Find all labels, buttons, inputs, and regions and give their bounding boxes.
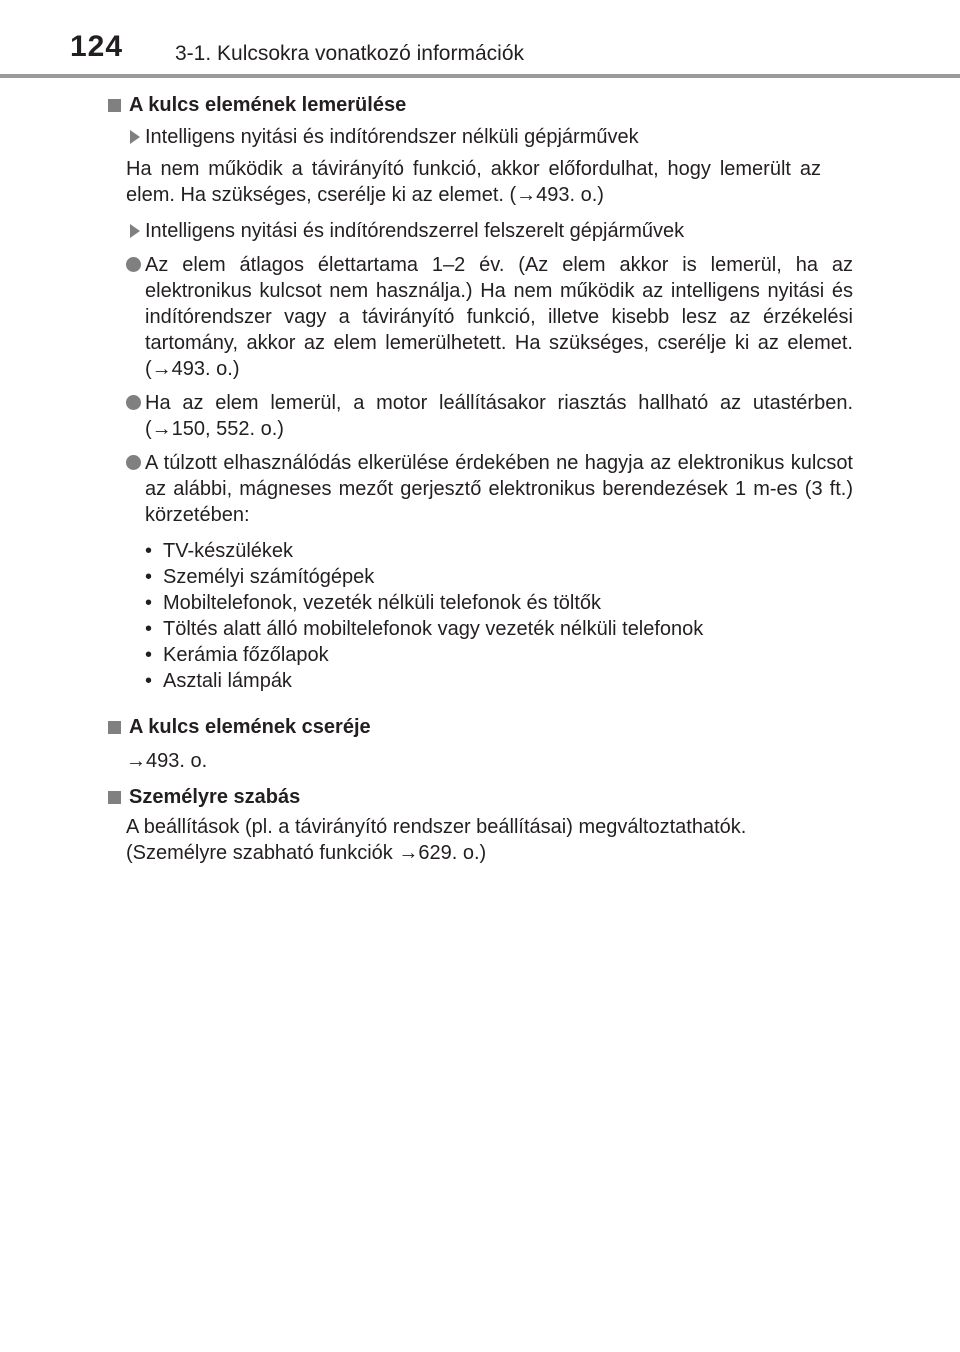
- subheading-without-smart-entry: Intelligens nyitási és indítórendszer nélküli gépjárművek: [126, 124, 960, 150]
- personalization-line-1: A beállítások (pl. a távirányító rendszer beállításai) megváltoztathatók.: [126, 816, 747, 838]
- replacement-reference: →493. o.: [126, 750, 208, 772]
- list-item: • Személyi számítógépek: [145, 566, 375, 588]
- list-item: • Asztali lámpák: [145, 670, 292, 692]
- circle-bullet-icon: [126, 455, 141, 470]
- section-heading-personalization: Személyre szabás: [108, 784, 960, 810]
- page-content: [0, 88, 960, 866]
- paragraph-remote-not-working: Ha nem működik a távirányító funkció, akkor előfordulhat, hogy lemerült az elem. Ha szükséges, cserélje ki az elemet. (→493. o.): [126, 158, 821, 206]
- bullet-battery-life: Az elem átlagos élettartama 1–2 év. (Az elem akkor is lemerül, ha az elektronikus kulcsot nem használja.) Ha nem működik az intelligens nyitási és indítórendszer vagy a távirányító funkció, illetve kisebb lesz az érzékelési tartomány, akkor az elem lemerülhetett. Ha szükséges, cserélje ki az elemet. (→493. o.): [126, 252, 960, 382]
- triangle-marker-icon: [130, 130, 140, 144]
- personalization-line-2: (Személyre szabható funkciók →629. o.): [126, 842, 487, 864]
- device-list: [143, 538, 960, 694]
- triangle-marker-icon: [130, 224, 140, 238]
- bullet-magnetic-field: A túlzott elhasználódás elkerülése érdekében ne hagyja az elektronikus kulcsot az alábbi, mágneses mezőt gerjesztő elektronikus berendezések 1 m-es (3 ft.) körzetében:: [126, 450, 960, 528]
- bullet-battery-alarm: Ha az elem lemerül, a motor leállításakor riasztás hallható az utastérben. (→150, 552. o.): [126, 390, 960, 442]
- circle-bullet-icon: [126, 395, 141, 410]
- list-item: • Kerámia főzőlapok: [145, 644, 329, 666]
- square-bullet-icon: [108, 721, 121, 734]
- page-header: [0, 0, 960, 80]
- subheading-with-smart-entry: Intelligens nyitási és indítórendszerrel felszerelt gépjárművek: [126, 218, 960, 244]
- square-bullet-icon: [108, 99, 121, 112]
- circle-bullet-icon: [126, 257, 141, 272]
- list-item: • Mobiltelefonok, vezeték nélküli telefonok és töltők: [145, 592, 602, 614]
- square-bullet-icon: [108, 791, 121, 804]
- list-item: • TV-készülékek: [145, 540, 294, 562]
- header-divider: [0, 74, 960, 78]
- page-number: 124: [70, 30, 124, 63]
- section-heading-replacement: A kulcs elemének cseréje: [108, 714, 960, 740]
- chapter-title: 3-1. Kulcsokra vonatkozó információk: [175, 42, 524, 65]
- list-item: • Töltés alatt álló mobiltelefonok vagy vezeték nélküli telefonok: [145, 618, 704, 640]
- section-heading-battery-low: A kulcs elemének lemerülése: [108, 92, 960, 118]
